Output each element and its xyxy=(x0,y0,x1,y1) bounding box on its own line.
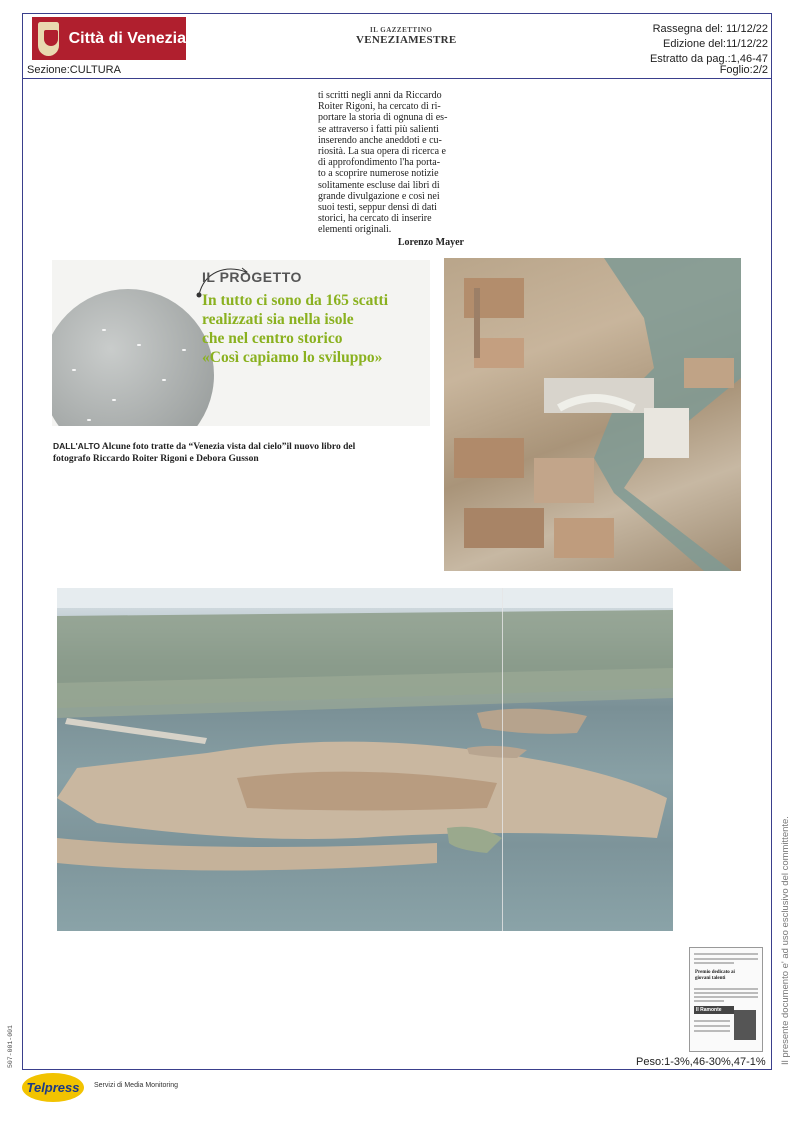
thumbnail-tag: Il Ramonte xyxy=(696,1007,722,1013)
section-label: Sezione:CULTURA xyxy=(27,64,121,76)
article-line: di approfondimento l'ha porta- xyxy=(318,157,441,169)
box-headline xyxy=(202,291,422,367)
thumbnail-headline: Premio dedicato ai giovani talenti xyxy=(695,970,735,981)
article-line: ti scritti negli anni da Riccardo xyxy=(318,90,442,101)
article-line: portare la storia di ognuna di es- xyxy=(318,112,448,124)
telpress-logo xyxy=(22,1073,84,1102)
page-fold-line xyxy=(502,588,503,931)
clipping-metadata xyxy=(650,22,768,67)
services-label: Servizi di Media Monitoring xyxy=(94,1082,179,1089)
lagoon-panorama-illustration xyxy=(57,588,673,931)
article-line: suoi testi, seppur densi di dati xyxy=(318,202,437,214)
photo-caption xyxy=(53,440,393,465)
article-line: riosità. La sua opera di ricerca e xyxy=(318,146,446,158)
venice-lagoon-panorama-photo xyxy=(57,588,673,931)
crest-icon xyxy=(38,22,59,56)
article-line: to a scoprire numerose notizie xyxy=(318,168,439,180)
telpress-name: Telpress xyxy=(26,1080,80,1095)
rialto-aerial-photo xyxy=(444,258,741,571)
article-line: elementi originali. xyxy=(318,224,392,236)
article-signature: Lorenzo Mayer xyxy=(397,236,464,248)
document-code: 507-001-001 xyxy=(7,1025,14,1068)
box-headline-line: In tutto ci sono da 165 scatti xyxy=(202,292,389,309)
sheet-number: Foglio:2/2 xyxy=(719,64,768,76)
box-kicker: IL PROGETTO xyxy=(202,269,302,285)
brand-name: Città di Venezia xyxy=(68,29,186,47)
page-thumbnail xyxy=(689,947,763,1052)
rialto-photo-illustration xyxy=(444,258,741,571)
header-rule xyxy=(22,78,772,79)
article-line: grande divulgazione e così nei xyxy=(318,190,440,202)
caption-text: Alcune foto tratte da “Venezia vista dal cielo”il nuovo libro del fotografo Riccardo Roiter Rigoni e Debora Gusson xyxy=(53,442,356,464)
article-column xyxy=(318,90,464,248)
newspaper-masthead xyxy=(356,26,456,46)
box-headline-line: realizzati sia nella isole xyxy=(202,311,354,328)
city-logo xyxy=(32,17,186,60)
article-line: inserendo anche aneddoti e cu- xyxy=(318,134,442,146)
estratto-pages: Estratto da pag.:1,46-47 xyxy=(649,53,768,65)
peso-percentages: Peso:1-3%,46-30%,47-1% xyxy=(636,1056,766,1068)
edizione-date: Edizione del:11/12/22 xyxy=(663,38,768,50)
article-line: Roiter Rigoni, ha cercato di ri- xyxy=(318,101,441,113)
box-headline-line: «Così capiamo lo sviluppo» xyxy=(202,349,383,366)
article-line: solitamente escluse dai libri di xyxy=(318,179,440,191)
article-line: storici, ha cercato di inserire xyxy=(318,213,432,225)
project-box xyxy=(52,260,430,426)
usage-disclaimer: Il presente documento e' ad uso esclusivo del committente. xyxy=(780,816,791,1065)
rassegna-date: Rassegna del: 11/12/22 xyxy=(652,23,768,35)
masthead-top: IL GAZZETTINO xyxy=(370,26,433,34)
box-headline-line: che nel centro storico xyxy=(202,330,343,347)
masthead-bottom: VENEZIAMESTRE xyxy=(356,34,457,46)
caption-tag: DALL'ALTO xyxy=(53,441,101,451)
article-line: se attraverso i fatti più salienti xyxy=(318,123,439,135)
aerial-lagoon-circle-image xyxy=(52,289,214,426)
